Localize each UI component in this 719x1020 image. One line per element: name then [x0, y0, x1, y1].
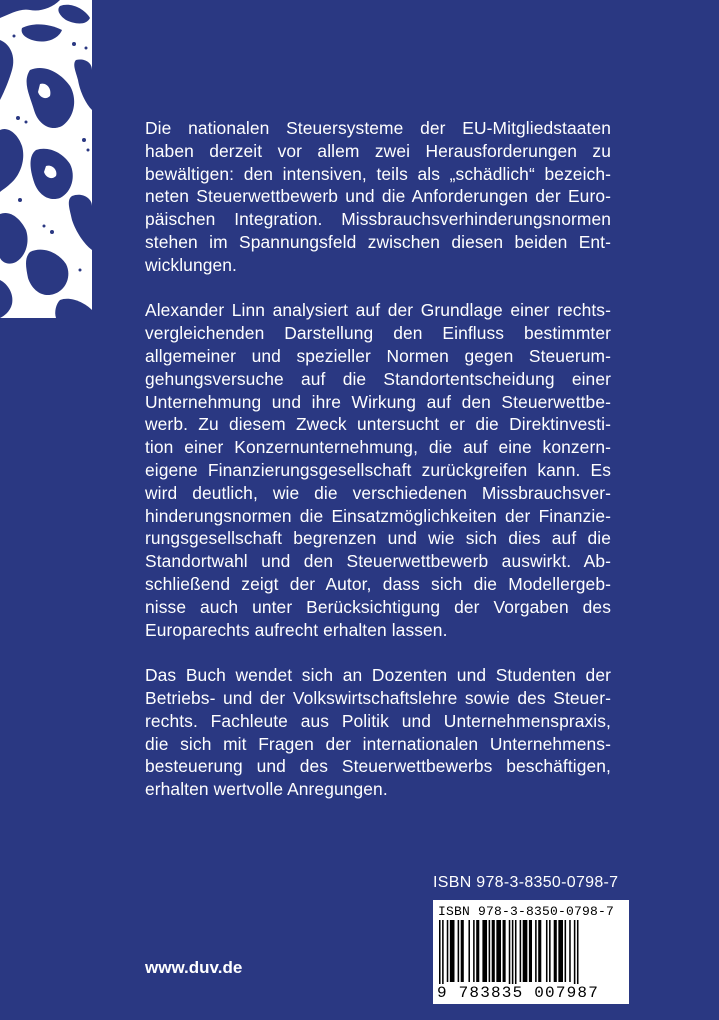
publisher-website[interactable]: www.duv.de: [145, 958, 243, 977]
blurb-line: gehungsversuche auf die Standortentscheidung einer: [145, 368, 611, 389]
blurb-paragraph-3: [145, 664, 611, 801]
blurb-line: neten Steuerwettbewerb und die Anforderungen der Euro-: [145, 186, 611, 207]
blurb-line: haben derzeit vor allem zwei Herausforderungen zu: [145, 140, 611, 161]
back-cover-blurb: [145, 117, 611, 801]
barcode-digits: 9 783835 007987: [437, 984, 600, 1002]
blurb-line: wird deutlich, wie die verschiedenen Missbrauchsver-: [145, 482, 611, 503]
blurb-line: schließend zeigt der Autor, dass sich die Modellergeb-: [145, 573, 611, 594]
blurb-line: rechts. Fachleute aus Politik und Unternehmenspraxis,: [145, 710, 611, 731]
blurb-line: werb. Zu diesem Zweck untersucht er die Direktinvesti-: [145, 414, 611, 435]
blurb-line: eigene Finanzierungsgesellschaft zurückgreifen kann. Es: [145, 459, 611, 480]
blurb-line: Das Buch wendet sich an Dozenten und Studenten der: [145, 665, 611, 686]
blurb-line: päischen Integration. Missbrauchsverhinderungsnormen: [145, 209, 611, 230]
isbn-label: ISBN 978-3-8350-0798-7: [433, 874, 619, 891]
blurb-line: tion einer Konzernunternehmung, die auf eine konzern-: [145, 437, 611, 458]
blurb-paragraph-2: [145, 299, 611, 641]
blurb-line: erhalten wertvolle Anregungen.: [145, 779, 388, 800]
globe-image: [0, 0, 92, 318]
blurb-line: Die nationalen Steuersysteme der EU-Mitgliedstaaten: [145, 118, 611, 138]
blurb-line: Alexander Linn analysiert auf der Grundlage einer rechts-: [145, 300, 611, 321]
blurb-line: allgemeiner und spezieller Normen gegen Steuerum-: [145, 345, 611, 366]
blurb-line: Unternehmung und ihre Wirkung auf den Steuerwettbe-: [145, 391, 611, 412]
blurb-line: wicklungen.: [145, 254, 237, 275]
blurb-line: Standortwahl und den Steuerwettbewerb auswirkt. Ab-: [145, 551, 611, 572]
blurb-line: Betriebs- und der Volkswirtschaftslehre sowie des Steuer-: [145, 687, 611, 708]
blurb-line: bewältigen: den intensiven, teils als „schädlich“ bezeich-: [145, 163, 611, 184]
blurb-line: stehen im Spannungsfeld zwischen diesen beiden Ent-: [145, 231, 611, 252]
blurb-line: rungsgesellschaft begrenzen und wie sich dies auf die: [145, 528, 611, 549]
blurb-line: Europarechts aufrecht erhalten lassen.: [145, 619, 448, 640]
isbn-barcode: [433, 900, 629, 1004]
blurb-line: die sich mit Fragen der internationalen Unternehmens-: [145, 733, 611, 754]
blurb-line: vergleichenden Darstellung den Einfluss bestimmter: [145, 323, 611, 344]
blurb-paragraph-1: [145, 117, 611, 277]
barcode-isbn-text: ISBN 978-3-8350-0798-7: [438, 904, 615, 919]
blurb-line: besteuerung und des Steuerwettbewerbs beschäftigen,: [145, 756, 611, 777]
blurb-line: nisse auch unter Berücksichtigung der Vorgaben des: [145, 596, 611, 617]
blurb-line: hinderungsnormen die Einsatzmöglichkeiten der Finanzie-: [145, 505, 611, 526]
